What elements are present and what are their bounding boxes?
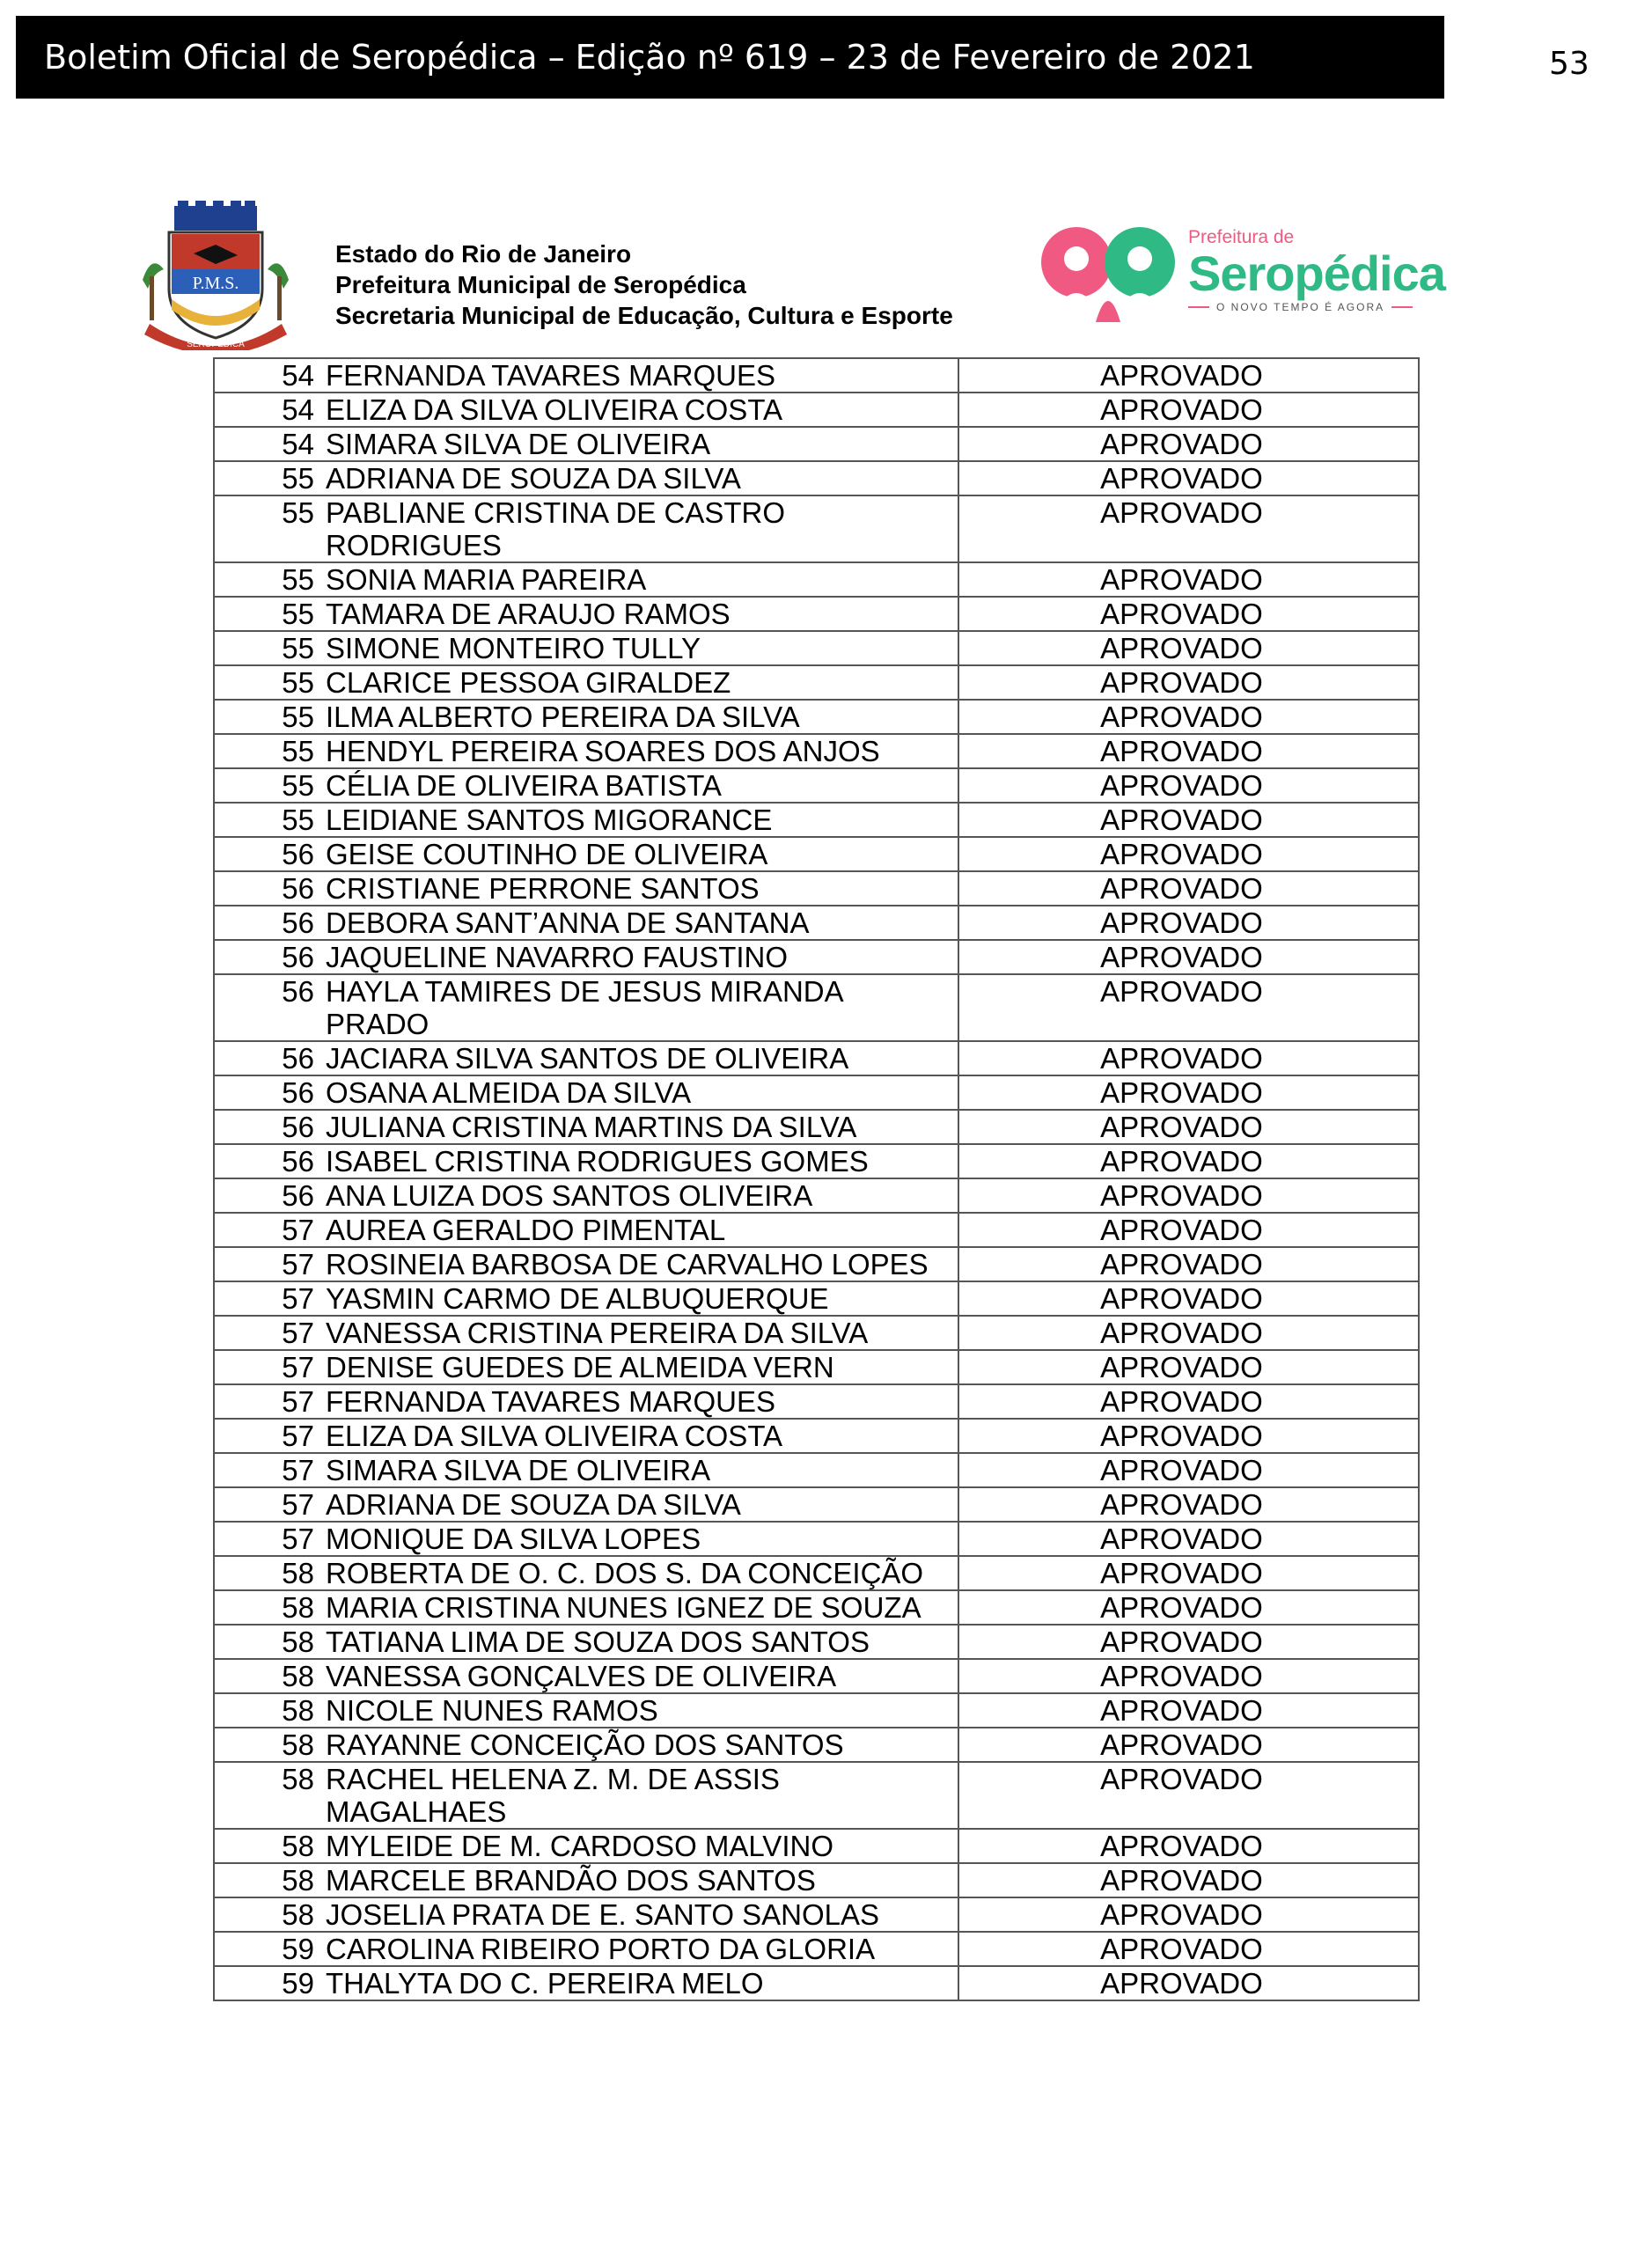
status-cell bbox=[958, 1897, 1419, 1932]
row-number: 57 bbox=[282, 1351, 314, 1383]
name-cell bbox=[214, 1829, 958, 1863]
status-text: APROVADO bbox=[1100, 1864, 1263, 1897]
row-number: 55 bbox=[282, 496, 314, 529]
status-text: APROVADO bbox=[1100, 1830, 1263, 1862]
org-header bbox=[335, 239, 953, 331]
candidate-name: JULIANA CRISTINA MARTINS DA SILVA bbox=[326, 1111, 857, 1143]
status-text: APROVADO bbox=[1100, 1214, 1263, 1246]
name-cell bbox=[214, 358, 958, 393]
logo-tagline bbox=[1188, 301, 1445, 313]
row-number: 57 bbox=[282, 1385, 314, 1418]
candidate-name: SIMONE MONTEIRO TULLY bbox=[326, 632, 701, 664]
status-text: APROVADO bbox=[1100, 1111, 1263, 1143]
status-cell bbox=[958, 1075, 1419, 1110]
status-cell bbox=[958, 768, 1419, 803]
candidate-name: MARCELE BRANDÃO DOS SANTOS bbox=[326, 1864, 816, 1897]
row-number: 57 bbox=[282, 1454, 314, 1486]
candidate-name: ISABEL CRISTINA RODRIGUES GOMES bbox=[326, 1145, 869, 1178]
candidate-name: HENDYL PEREIRA SOARES DOS ANJOS bbox=[326, 735, 880, 767]
status-cell bbox=[958, 597, 1419, 631]
name-cell bbox=[214, 1419, 958, 1453]
candidate-name: ELIZA DA SILVA OLIVEIRA COSTA bbox=[326, 393, 783, 426]
candidate-name: FERNANDA TAVARES MARQUES bbox=[326, 1385, 775, 1418]
prefeitura-logo-icon bbox=[1034, 218, 1188, 324]
name-cell bbox=[214, 1316, 958, 1350]
table-row bbox=[214, 1213, 1419, 1247]
candidate-name: SIMARA SILVA DE OLIVEIRA bbox=[326, 428, 711, 460]
table-row bbox=[214, 700, 1419, 734]
status-text: APROVADO bbox=[1100, 838, 1263, 870]
name-cell bbox=[214, 1178, 958, 1213]
candidate-name: VANESSA CRISTINA PEREIRA DA SILVA bbox=[326, 1317, 869, 1349]
status-cell bbox=[958, 871, 1419, 906]
row-number: 54 bbox=[282, 393, 314, 426]
status-cell bbox=[958, 1178, 1419, 1213]
status-cell bbox=[958, 1213, 1419, 1247]
status-cell bbox=[958, 1487, 1419, 1522]
status-text: APROVADO bbox=[1100, 735, 1263, 767]
row-number: 57 bbox=[282, 1282, 314, 1315]
table-row bbox=[214, 597, 1419, 631]
row-number: 55 bbox=[282, 735, 314, 767]
candidate-name: TAMARA DE ARAUJO RAMOS bbox=[326, 598, 731, 630]
name-cell bbox=[214, 1897, 958, 1932]
table-row bbox=[214, 1897, 1419, 1932]
status-cell bbox=[958, 1522, 1419, 1556]
candidate-name: TATIANA LIMA DE SOUZA DOS SANTOS bbox=[326, 1626, 870, 1658]
candidate-name: ADRIANA DE SOUZA DA SILVA bbox=[326, 462, 741, 495]
row-number: 57 bbox=[282, 1214, 314, 1246]
row-number: 55 bbox=[282, 563, 314, 596]
status-cell bbox=[958, 393, 1419, 427]
name-cell bbox=[214, 768, 958, 803]
table-row bbox=[214, 1762, 1419, 1829]
status-cell bbox=[958, 1556, 1419, 1590]
status-text: APROVADO bbox=[1100, 1248, 1263, 1281]
name-cell bbox=[214, 940, 958, 974]
status-text: APROVADO bbox=[1100, 1898, 1263, 1931]
status-cell bbox=[958, 495, 1419, 562]
row-number: 55 bbox=[282, 804, 314, 836]
status-text: APROVADO bbox=[1100, 1179, 1263, 1212]
name-cell bbox=[214, 734, 958, 768]
table-row bbox=[214, 562, 1419, 597]
table-row bbox=[214, 1625, 1419, 1659]
candidate-name: AUREA GERALDO PIMENTAL bbox=[326, 1214, 726, 1246]
status-cell bbox=[958, 427, 1419, 461]
status-text: APROVADO bbox=[1100, 1763, 1263, 1795]
status-cell bbox=[958, 1247, 1419, 1281]
table-row bbox=[214, 1556, 1419, 1590]
status-text: APROVADO bbox=[1100, 598, 1263, 630]
status-text: APROVADO bbox=[1100, 1967, 1263, 2000]
name-cell bbox=[214, 700, 958, 734]
candidate-name: ANA LUIZA DOS SANTOS OLIVEIRA bbox=[326, 1179, 813, 1212]
candidate-name: ROBERTA DE O. C. DOS S. DA CONCEIÇÃO bbox=[326, 1557, 924, 1589]
status-text: APROVADO bbox=[1100, 1488, 1263, 1521]
name-cell bbox=[214, 1075, 958, 1110]
table-row bbox=[214, 1453, 1419, 1487]
table-row bbox=[214, 871, 1419, 906]
table-row bbox=[214, 393, 1419, 427]
table-row bbox=[214, 1932, 1419, 1966]
table-row bbox=[214, 1693, 1419, 1728]
status-cell bbox=[958, 1693, 1419, 1728]
row-number: 54 bbox=[282, 359, 314, 392]
name-cell bbox=[214, 1728, 958, 1762]
table-row bbox=[214, 1590, 1419, 1625]
candidate-name: FERNANDA TAVARES MARQUES bbox=[326, 359, 775, 392]
row-number: 55 bbox=[282, 701, 314, 733]
name-cell bbox=[214, 1762, 958, 1829]
status-cell bbox=[958, 1110, 1419, 1144]
status-text: APROVADO bbox=[1100, 906, 1263, 939]
row-number: 58 bbox=[282, 1660, 314, 1692]
row-number: 58 bbox=[282, 1898, 314, 1931]
candidate-name: DEBORA SANT’ANNA DE SANTANA bbox=[326, 906, 810, 939]
candidate-name: CRISTIANE PERRONE SANTOS bbox=[326, 872, 760, 905]
name-cell bbox=[214, 1863, 958, 1897]
row-number: 58 bbox=[282, 1557, 314, 1589]
name-cell bbox=[214, 1453, 958, 1487]
logo-small-text: Prefeitura de bbox=[1188, 227, 1295, 247]
table-row bbox=[214, 1075, 1419, 1110]
status-cell bbox=[958, 803, 1419, 837]
status-text: APROVADO bbox=[1100, 872, 1263, 905]
candidate-name: THALYTA DO C. PEREIRA MELO bbox=[326, 1967, 764, 2000]
status-text: APROVADO bbox=[1100, 1694, 1263, 1727]
candidate-name: SONIA MARIA PAREIRA bbox=[326, 563, 647, 596]
candidate-name: HAYLA TAMIRES DE JESUS MIRANDA PRADO bbox=[326, 975, 842, 1040]
name-cell bbox=[214, 906, 958, 940]
name-cell bbox=[214, 1556, 958, 1590]
prefeitura-logo-text bbox=[1188, 227, 1445, 313]
name-cell bbox=[214, 803, 958, 837]
name-cell bbox=[214, 1350, 958, 1384]
candidate-name: JOSELIA PRATA DE E. SANTO SANOLAS bbox=[326, 1898, 880, 1931]
status-text: APROVADO bbox=[1100, 666, 1263, 699]
org-line-state: Estado do Rio de Janeiro bbox=[335, 240, 632, 268]
table-row bbox=[214, 1487, 1419, 1522]
row-number: 54 bbox=[282, 428, 314, 460]
candidate-name: NICOLE NUNES RAMOS bbox=[326, 1694, 658, 1727]
candidate-name: YASMIN CARMO DE ALBUQUERQUE bbox=[326, 1282, 829, 1315]
status-cell bbox=[958, 734, 1419, 768]
row-number: 58 bbox=[282, 1728, 314, 1761]
candidate-name: JAQUELINE NAVARRO FAUSTINO bbox=[326, 941, 789, 973]
table-row bbox=[214, 1419, 1419, 1453]
name-cell bbox=[214, 562, 958, 597]
table-row bbox=[214, 1041, 1419, 1075]
table-row bbox=[214, 1863, 1419, 1897]
name-cell bbox=[214, 631, 958, 665]
status-cell bbox=[958, 1453, 1419, 1487]
row-number: 58 bbox=[282, 1591, 314, 1624]
status-cell bbox=[958, 1041, 1419, 1075]
table-row bbox=[214, 1350, 1419, 1384]
candidate-name: CLARICE PESSOA GIRALDEZ bbox=[326, 666, 731, 699]
status-cell bbox=[958, 1829, 1419, 1863]
row-number: 56 bbox=[282, 1179, 314, 1212]
row-number: 57 bbox=[282, 1420, 314, 1452]
table-row bbox=[214, 1966, 1419, 2000]
candidate-name: GEISE COUTINHO DE OLIVEIRA bbox=[326, 838, 768, 870]
row-number: 55 bbox=[282, 666, 314, 699]
row-number: 56 bbox=[282, 1145, 314, 1178]
candidate-name: MYLEIDE DE M. CARDOSO MALVINO bbox=[326, 1830, 833, 1862]
status-cell bbox=[958, 1281, 1419, 1316]
row-number: 56 bbox=[282, 1042, 314, 1075]
status-text: APROVADO bbox=[1100, 1591, 1263, 1624]
status-cell bbox=[958, 837, 1419, 871]
name-cell bbox=[214, 1247, 958, 1281]
status-text: APROVADO bbox=[1100, 496, 1263, 529]
candidate-name: PABLIANE CRISTINA DE CASTRO RODRIGUES bbox=[326, 496, 786, 561]
status-cell bbox=[958, 1863, 1419, 1897]
row-number: 57 bbox=[282, 1523, 314, 1555]
status-text: APROVADO bbox=[1100, 1660, 1263, 1692]
status-text: APROVADO bbox=[1100, 428, 1263, 460]
status-cell bbox=[958, 665, 1419, 700]
status-text: APROVADO bbox=[1100, 1454, 1263, 1486]
status-text: APROVADO bbox=[1100, 1351, 1263, 1383]
name-cell bbox=[214, 974, 958, 1041]
status-cell bbox=[958, 461, 1419, 495]
name-cell bbox=[214, 1590, 958, 1625]
table-row bbox=[214, 768, 1419, 803]
table-row bbox=[214, 358, 1419, 393]
logo-tagline-text: O NOVO TEMPO É AGORA bbox=[1216, 301, 1385, 313]
name-cell bbox=[214, 427, 958, 461]
row-number: 58 bbox=[282, 1626, 314, 1658]
status-cell bbox=[958, 1384, 1419, 1419]
status-text: APROVADO bbox=[1100, 1557, 1263, 1589]
row-number: 56 bbox=[282, 941, 314, 973]
status-cell bbox=[958, 562, 1419, 597]
status-cell bbox=[958, 1659, 1419, 1693]
crest-ribbon-text: SEROPÉDICA bbox=[187, 340, 245, 349]
status-text: APROVADO bbox=[1100, 941, 1263, 973]
candidate-name: CÉLIA DE OLIVEIRA BATISTA bbox=[326, 769, 722, 802]
table-row bbox=[214, 495, 1419, 562]
status-cell bbox=[958, 1728, 1419, 1762]
status-cell bbox=[958, 1932, 1419, 1966]
row-number: 56 bbox=[282, 838, 314, 870]
status-text: APROVADO bbox=[1100, 1385, 1263, 1418]
candidate-name: RACHEL HELENA Z. M. DE ASSIS MAGALHAES bbox=[326, 1763, 780, 1828]
approval-table bbox=[213, 357, 1420, 2001]
row-number: 57 bbox=[282, 1488, 314, 1521]
name-cell bbox=[214, 393, 958, 427]
crest-text: P.M.S. bbox=[192, 274, 239, 293]
table-row bbox=[214, 1316, 1419, 1350]
table-row bbox=[214, 1728, 1419, 1762]
table-row bbox=[214, 1829, 1419, 1863]
table-row bbox=[214, 427, 1419, 461]
candidate-name: DENISE GUEDES DE ALMEIDA VERN bbox=[326, 1351, 834, 1383]
table-row bbox=[214, 1281, 1419, 1316]
candidate-name: CAROLINA RIBEIRO PORTO DA GLORIA bbox=[326, 1933, 876, 1965]
candidate-name: JACIARA SILVA SANTOS DE OLIVEIRA bbox=[326, 1042, 849, 1075]
name-cell bbox=[214, 1625, 958, 1659]
table-row bbox=[214, 631, 1419, 665]
status-text: APROVADO bbox=[1100, 632, 1263, 664]
name-cell bbox=[214, 1213, 958, 1247]
name-cell bbox=[214, 1932, 958, 1966]
row-number: 56 bbox=[282, 1076, 314, 1109]
name-cell bbox=[214, 1041, 958, 1075]
status-text: APROVADO bbox=[1100, 804, 1263, 836]
table-row bbox=[214, 1178, 1419, 1213]
org-line-secretaria: Secretaria Municipal de Educação, Cultura e Esporte bbox=[335, 302, 953, 329]
name-cell bbox=[214, 871, 958, 906]
candidate-name: RAYANNE CONCEIÇÃO DOS SANTOS bbox=[326, 1728, 844, 1761]
status-cell bbox=[958, 631, 1419, 665]
table-row bbox=[214, 906, 1419, 940]
status-cell bbox=[958, 1316, 1419, 1350]
candidate-name: MONIQUE DA SILVA LOPES bbox=[326, 1523, 701, 1555]
status-cell bbox=[958, 358, 1419, 393]
status-text: APROVADO bbox=[1100, 1933, 1263, 1965]
table-row bbox=[214, 665, 1419, 700]
name-cell bbox=[214, 1144, 958, 1178]
candidate-name: ADRIANA DE SOUZA DA SILVA bbox=[326, 1488, 741, 1521]
name-cell bbox=[214, 1693, 958, 1728]
table-row bbox=[214, 974, 1419, 1041]
status-text: APROVADO bbox=[1100, 1076, 1263, 1109]
candidate-name: OSANA ALMEIDA DA SILVA bbox=[326, 1076, 692, 1109]
status-cell bbox=[958, 1419, 1419, 1453]
status-text: APROVADO bbox=[1100, 1145, 1263, 1178]
status-text: APROVADO bbox=[1100, 1317, 1263, 1349]
name-cell bbox=[214, 1110, 958, 1144]
candidate-name: MARIA CRISTINA NUNES IGNEZ DE SOUZA bbox=[326, 1591, 921, 1624]
status-cell bbox=[958, 700, 1419, 734]
status-text: APROVADO bbox=[1100, 1523, 1263, 1555]
status-text: APROVADO bbox=[1100, 1626, 1263, 1658]
table-row bbox=[214, 837, 1419, 871]
status-text: APROVADO bbox=[1100, 975, 1263, 1008]
row-number: 59 bbox=[282, 1933, 314, 1965]
name-cell bbox=[214, 837, 958, 871]
row-number: 58 bbox=[282, 1763, 314, 1795]
row-number: 56 bbox=[282, 975, 314, 1008]
status-cell bbox=[958, 1966, 1419, 2000]
row-number: 55 bbox=[282, 769, 314, 802]
status-cell bbox=[958, 906, 1419, 940]
name-cell bbox=[214, 495, 958, 562]
candidate-name: VANESSA GONÇALVES DE OLIVEIRA bbox=[326, 1660, 837, 1692]
name-cell bbox=[214, 1659, 958, 1693]
status-cell bbox=[958, 940, 1419, 974]
table-row bbox=[214, 1384, 1419, 1419]
name-cell bbox=[214, 1281, 958, 1316]
row-number: 55 bbox=[282, 462, 314, 495]
row-number: 55 bbox=[282, 598, 314, 630]
org-line-prefeitura: Prefeitura Municipal de Seropédica bbox=[335, 271, 746, 298]
row-number: 57 bbox=[282, 1248, 314, 1281]
page-number: 53 bbox=[1549, 46, 1590, 82]
status-text: APROVADO bbox=[1100, 1282, 1263, 1315]
table-row bbox=[214, 1110, 1419, 1144]
name-cell bbox=[214, 461, 958, 495]
name-cell bbox=[214, 1384, 958, 1419]
name-cell bbox=[214, 1522, 958, 1556]
table-row bbox=[214, 940, 1419, 974]
row-number: 58 bbox=[282, 1830, 314, 1862]
status-cell bbox=[958, 1762, 1419, 1829]
row-number: 55 bbox=[282, 632, 314, 664]
table-row bbox=[214, 734, 1419, 768]
row-number: 58 bbox=[282, 1864, 314, 1897]
candidate-name: ELIZA DA SILVA OLIVEIRA COSTA bbox=[326, 1420, 783, 1452]
candidate-name: SIMARA SILVA DE OLIVEIRA bbox=[326, 1454, 711, 1486]
table-row bbox=[214, 1522, 1419, 1556]
status-text: APROVADO bbox=[1100, 769, 1263, 802]
page-banner: Boletim Oficial de Seropédica – Edição nº 619 – 23 de Fevereiro de 2021 bbox=[16, 16, 1444, 99]
status-text: APROVADO bbox=[1100, 359, 1263, 392]
municipal-crest-logo bbox=[132, 201, 299, 350]
name-cell bbox=[214, 1966, 958, 2000]
status-text: APROVADO bbox=[1100, 563, 1263, 596]
candidate-name: ILMA ALBERTO PEREIRA DA SILVA bbox=[326, 701, 800, 733]
status-cell bbox=[958, 1350, 1419, 1384]
status-cell bbox=[958, 1144, 1419, 1178]
row-number: 57 bbox=[282, 1317, 314, 1349]
row-number: 56 bbox=[282, 872, 314, 905]
table-row bbox=[214, 803, 1419, 837]
table-row bbox=[214, 1247, 1419, 1281]
name-cell bbox=[214, 665, 958, 700]
table-row bbox=[214, 1659, 1419, 1693]
table-row bbox=[214, 461, 1419, 495]
logo-big-text: Seropédica bbox=[1188, 246, 1445, 301]
row-number: 56 bbox=[282, 906, 314, 939]
status-text: APROVADO bbox=[1100, 1728, 1263, 1761]
row-number: 56 bbox=[282, 1111, 314, 1143]
row-number: 59 bbox=[282, 1967, 314, 2000]
row-number: 58 bbox=[282, 1694, 314, 1727]
candidate-name: ROSINEIA BARBOSA DE CARVALHO LOPES bbox=[326, 1248, 929, 1281]
name-cell bbox=[214, 1487, 958, 1522]
status-text: APROVADO bbox=[1100, 1420, 1263, 1452]
status-text: APROVADO bbox=[1100, 393, 1263, 426]
status-cell bbox=[958, 974, 1419, 1041]
status-cell bbox=[958, 1625, 1419, 1659]
name-cell bbox=[214, 597, 958, 631]
status-text: APROVADO bbox=[1100, 701, 1263, 733]
status-text: APROVADO bbox=[1100, 462, 1263, 495]
status-cell bbox=[958, 1590, 1419, 1625]
table-row bbox=[214, 1144, 1419, 1178]
status-text: APROVADO bbox=[1100, 1042, 1263, 1075]
candidate-name: LEIDIANE SANTOS MIGORANCE bbox=[326, 804, 773, 836]
